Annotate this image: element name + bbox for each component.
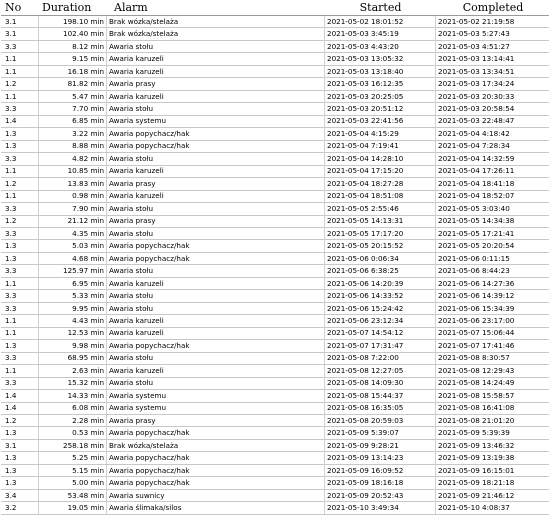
cell-alarm: Awaria prasy	[106, 78, 324, 90]
cell-completed: 2021-05-03 5:27:43	[435, 28, 549, 40]
cell-completed: 2021-05-03 20:30:33	[435, 91, 549, 103]
cell-alarm: Awaria popychacz/hak	[106, 128, 324, 140]
cell-completed: 2021-05-04 18:41:18	[435, 178, 549, 190]
cell-no: 3.1	[5, 29, 17, 39]
cell-duration: 4.43 min	[38, 315, 106, 327]
cell-alarm: Awaria karuzeli	[106, 66, 324, 78]
cell-alarm: Awaria ślimaka/silos	[106, 502, 324, 514]
table-row[interactable]	[1, 378, 549, 390]
cell-no: 3.3	[5, 153, 17, 163]
cell-duration: 125.97 min	[38, 265, 106, 277]
table-row[interactable]	[1, 477, 549, 489]
cell-completed: 2021-05-04 17:26:11	[435, 165, 549, 177]
table-row[interactable]	[1, 303, 549, 315]
cell-no: 3.4	[5, 490, 17, 500]
cell-alarm: Awaria popychacz/hak	[106, 240, 324, 252]
cell-started: 2021-05-09 9:28:21	[324, 440, 435, 452]
cell-alarm: Awaria stołu	[106, 352, 324, 364]
cell-duration: 81.82 min	[38, 78, 106, 90]
cell-started: 2021-05-04 7:19:41	[324, 140, 435, 152]
cell-duration: 2.63 min	[38, 365, 106, 377]
cell-completed: 2021-05-09 18:21:18	[435, 477, 549, 489]
cell-alarm: Awaria stołu	[106, 153, 324, 165]
cell-started: 2021-05-04 18:27:28	[324, 178, 435, 190]
cell-no: 1.3	[5, 128, 17, 138]
cell-no: 1.2	[5, 178, 17, 188]
cell-alarm: Awaria systemu	[106, 390, 324, 402]
cell-completed: 2021-05-03 22:48:47	[435, 115, 549, 127]
cell-completed: 2021-05-02 21:19:58	[435, 16, 549, 28]
cell-alarm: Awaria karuzeli	[106, 190, 324, 202]
cell-alarm: Brak wózka/stelaża	[106, 440, 324, 452]
cell-started: 2021-05-03 13:05:32	[324, 53, 435, 65]
table-row[interactable]	[1, 240, 549, 252]
cell-alarm: Awaria popychacz/hak	[106, 477, 324, 489]
table-row[interactable]	[1, 340, 549, 352]
table-row[interactable]	[1, 116, 549, 128]
cell-no: 1.1	[5, 66, 17, 76]
cell-started: 2021-05-03 3:45:19	[324, 28, 435, 40]
cell-alarm: Awaria stołu	[106, 303, 324, 315]
cell-no: 1.1	[5, 315, 17, 325]
table-row[interactable]	[1, 16, 549, 28]
cell-no: 1.1	[5, 328, 17, 338]
cell-started: 2021-05-08 12:27:05	[324, 365, 435, 377]
cell-alarm: Awaria systemu	[106, 115, 324, 127]
table-row[interactable]	[1, 228, 549, 240]
table-row[interactable]	[1, 141, 549, 153]
cell-no: 1.3	[5, 241, 17, 251]
cell-completed: 2021-05-03 13:14:41	[435, 53, 549, 65]
cell-duration: 9.98 min	[38, 340, 106, 352]
cell-started: 2021-05-09 20:52:43	[324, 490, 435, 502]
cell-started: 2021-05-04 4:15:29	[324, 128, 435, 140]
table-header	[1, 0, 549, 16]
cell-no: 1.1	[5, 166, 17, 176]
cell-duration: 2.28 min	[38, 415, 106, 427]
cell-no: 3.3	[5, 203, 17, 213]
cell-completed: 2021-05-06 14:27:36	[435, 278, 549, 290]
table-row[interactable]	[1, 328, 549, 340]
cell-alarm: Awaria popychacz/hak	[106, 253, 324, 265]
cell-started: 2021-05-07 14:54:12	[324, 327, 435, 339]
cell-started: 2021-05-08 14:09:30	[324, 377, 435, 389]
cell-duration: 8.88 min	[38, 140, 106, 152]
cell-started: 2021-05-03 22:41:56	[324, 115, 435, 127]
cell-duration: 6.85 min	[38, 115, 106, 127]
cell-no: 1.3	[5, 428, 17, 438]
cell-completed: 2021-05-08 21:01:20	[435, 415, 549, 427]
cell-duration: 6.95 min	[38, 278, 106, 290]
cell-completed: 2021-05-08 12:29:43	[435, 365, 549, 377]
cell-no: 3.3	[5, 228, 17, 238]
cell-duration: 0.98 min	[38, 190, 106, 202]
cell-alarm: Awaria popychacz/hak	[106, 427, 324, 439]
table-row[interactable]	[1, 153, 549, 165]
cell-completed: 2021-05-06 15:34:39	[435, 303, 549, 315]
column-header-started[interactable]: Started	[359, 1, 402, 14]
table-row[interactable]	[1, 403, 549, 415]
cell-duration: 6.08 min	[38, 402, 106, 414]
column-header-completed[interactable]: Completed	[462, 1, 524, 14]
cell-started: 2021-05-04 14:28:10	[324, 153, 435, 165]
cell-alarm: Awaria popychacz/hak	[106, 452, 324, 464]
cell-started: 2021-05-05 17:17:20	[324, 228, 435, 240]
cell-started: 2021-05-09 13:14:23	[324, 452, 435, 464]
cell-alarm: Awaria stołu	[106, 377, 324, 389]
cell-alarm: Awaria suwnicy	[106, 490, 324, 502]
cell-started: 2021-05-08 15:44:37	[324, 390, 435, 402]
cell-no: 3.3	[5, 266, 17, 276]
table-row[interactable]	[1, 427, 549, 439]
cell-alarm: Awaria stołu	[106, 203, 324, 215]
cell-duration: 7.70 min	[38, 103, 106, 115]
table-row[interactable]	[1, 253, 549, 265]
cell-duration: 4.35 min	[38, 228, 106, 240]
cell-no: 3.1	[5, 440, 17, 450]
cell-no: 1.2	[5, 415, 17, 425]
cell-duration: 5.25 min	[38, 452, 106, 464]
cell-completed: 2021-05-07 15:06:44	[435, 327, 549, 339]
cell-started: 2021-05-04 17:15:20	[324, 165, 435, 177]
alarm-log-table	[1, 0, 549, 515]
cell-started: 2021-05-03 13:18:40	[324, 66, 435, 78]
cell-no: 1.3	[5, 141, 17, 151]
cell-no: 1.1	[5, 278, 17, 288]
table-row[interactable]	[1, 290, 549, 302]
cell-no: 1.1	[5, 54, 17, 64]
cell-duration: 5.15 min	[38, 465, 106, 477]
cell-no: 3.3	[5, 303, 17, 313]
cell-no: 1.4	[5, 403, 17, 413]
table-row[interactable]	[1, 78, 549, 90]
cell-duration: 13.83 min	[38, 178, 106, 190]
cell-completed: 2021-05-04 7:28:34	[435, 140, 549, 152]
cell-duration: 5.00 min	[38, 477, 106, 489]
cell-started: 2021-05-06 0:06:34	[324, 253, 435, 265]
table-body	[1, 16, 549, 515]
table-row[interactable]	[1, 440, 549, 452]
cell-duration: 5.47 min	[38, 91, 106, 103]
column-header-alarm[interactable]: Alarm	[114, 1, 148, 14]
cell-completed: 2021-05-03 17:34:24	[435, 78, 549, 90]
cell-duration: 9.95 min	[38, 303, 106, 315]
cell-completed: 2021-05-03 4:51:27	[435, 41, 549, 53]
cell-duration: 21.12 min	[38, 215, 106, 227]
cell-completed: 2021-05-05 3:03:40	[435, 203, 549, 215]
cell-no: 3.3	[5, 41, 17, 51]
cell-no: 1.3	[5, 478, 17, 488]
cell-started: 2021-05-06 23:12:34	[324, 315, 435, 327]
table-row[interactable]	[1, 191, 549, 203]
cell-duration: 258.18 min	[38, 440, 106, 452]
cell-started: 2021-05-08 20:59:03	[324, 415, 435, 427]
cell-duration: 19.05 min	[38, 502, 106, 514]
cell-started: 2021-05-06 15:24:42	[324, 303, 435, 315]
cell-no: 3.2	[5, 503, 17, 513]
cell-started: 2021-05-06 14:33:52	[324, 290, 435, 302]
cell-no: 3.3	[5, 104, 17, 114]
cell-alarm: Awaria stołu	[106, 103, 324, 115]
table-row[interactable]	[1, 415, 549, 427]
table-row[interactable]	[1, 53, 549, 65]
cell-started: 2021-05-06 6:38:25	[324, 265, 435, 277]
cell-completed: 2021-05-09 16:15:01	[435, 465, 549, 477]
table-row[interactable]	[1, 278, 549, 290]
cell-alarm: Brak wózka/stelaża	[106, 28, 324, 40]
cell-alarm: Awaria systemu	[106, 402, 324, 414]
cell-completed: 2021-05-09 5:39:39	[435, 427, 549, 439]
cell-completed: 2021-05-10 4:08:37	[435, 502, 549, 514]
cell-completed: 2021-05-03 13:34:51	[435, 66, 549, 78]
cell-completed: 2021-05-08 16:41:08	[435, 402, 549, 414]
cell-alarm: Awaria karuzeli	[106, 365, 324, 377]
cell-started: 2021-05-03 20:51:12	[324, 103, 435, 115]
table-row[interactable]	[1, 128, 549, 140]
cell-alarm: Awaria karuzeli	[106, 165, 324, 177]
cell-completed: 2021-05-09 13:46:32	[435, 440, 549, 452]
cell-started: 2021-05-03 20:25:05	[324, 91, 435, 103]
cell-alarm: Awaria karuzeli	[106, 53, 324, 65]
cell-completed: 2021-05-06 14:39:12	[435, 290, 549, 302]
cell-duration: 9.15 min	[38, 53, 106, 65]
cell-duration: 7.90 min	[38, 203, 106, 215]
cell-completed: 2021-05-05 14:34:38	[435, 215, 549, 227]
cell-started: 2021-05-09 16:09:52	[324, 465, 435, 477]
table-row[interactable]	[1, 365, 549, 377]
cell-no: 1.4	[5, 390, 17, 400]
cell-alarm: Awaria karuzeli	[106, 91, 324, 103]
cell-alarm: Awaria prasy	[106, 415, 324, 427]
cell-completed: 2021-05-08 14:24:49	[435, 377, 549, 389]
cell-no: 3.3	[5, 291, 17, 301]
table-row[interactable]	[1, 265, 549, 277]
cell-started: 2021-05-05 20:15:52	[324, 240, 435, 252]
cell-duration: 14.33 min	[38, 390, 106, 402]
cell-no: 1.1	[5, 191, 17, 201]
cell-completed: 2021-05-06 0:11:15	[435, 253, 549, 265]
table-row[interactable]	[1, 28, 549, 40]
cell-duration: 15.32 min	[38, 377, 106, 389]
cell-alarm: Awaria prasy	[106, 215, 324, 227]
cell-started: 2021-05-03 16:12:35	[324, 78, 435, 90]
cell-duration: 3.22 min	[38, 128, 106, 140]
cell-duration: 53.48 min	[38, 490, 106, 502]
cell-completed: 2021-05-08 8:30:57	[435, 352, 549, 364]
table-row[interactable]	[1, 490, 549, 502]
table-row[interactable]	[1, 353, 549, 365]
cell-duration: 68.95 min	[38, 352, 106, 364]
table-row[interactable]	[1, 66, 549, 78]
cell-completed: 2021-05-05 17:21:41	[435, 228, 549, 240]
table-row[interactable]	[1, 41, 549, 53]
column-header-duration[interactable]: Duration	[42, 1, 92, 14]
cell-started: 2021-05-09 18:16:18	[324, 477, 435, 489]
cell-started: 2021-05-07 17:31:47	[324, 340, 435, 352]
cell-alarm: Awaria stołu	[106, 41, 324, 53]
cell-no: 1.1	[5, 365, 17, 375]
cell-alarm: Awaria stołu	[106, 228, 324, 240]
table-row[interactable]	[1, 203, 549, 215]
cell-completed: 2021-05-04 4:18:42	[435, 128, 549, 140]
cell-completed: 2021-05-08 15:58:57	[435, 390, 549, 402]
cell-alarm: Awaria karuzeli	[106, 278, 324, 290]
cell-started: 2021-05-09 5:39:07	[324, 427, 435, 439]
cell-started: 2021-05-04 18:51:08	[324, 190, 435, 202]
cell-no: 1.1	[5, 91, 17, 101]
cell-completed: 2021-05-09 21:46:12	[435, 490, 549, 502]
cell-duration: 12.53 min	[38, 327, 106, 339]
cell-completed: 2021-05-09 13:19:38	[435, 452, 549, 464]
cell-duration: 16.18 min	[38, 66, 106, 78]
cell-no: 1.4	[5, 116, 17, 126]
cell-started: 2021-05-10 3:49:34	[324, 502, 435, 514]
cell-started: 2021-05-03 4:43:20	[324, 41, 435, 53]
column-header-no[interactable]: No	[5, 1, 22, 14]
cell-duration: 102.40 min	[38, 28, 106, 40]
table-row[interactable]	[1, 178, 549, 190]
cell-started: 2021-05-05 2:55:46	[324, 203, 435, 215]
cell-no: 1.3	[5, 340, 17, 350]
cell-no: 3.1	[5, 16, 17, 26]
cell-alarm: Brak wózka/stelaża	[106, 16, 324, 28]
cell-duration: 4.82 min	[38, 153, 106, 165]
table-row[interactable]	[1, 315, 549, 327]
cell-completed: 2021-05-04 14:32:59	[435, 153, 549, 165]
cell-duration: 0.53 min	[38, 427, 106, 439]
cell-completed: 2021-05-06 8:44:23	[435, 265, 549, 277]
cell-duration: 4.68 min	[38, 253, 106, 265]
cell-alarm: Awaria stołu	[106, 265, 324, 277]
cell-no: 1.2	[5, 216, 17, 226]
cell-completed: 2021-05-07 17:41:46	[435, 340, 549, 352]
cell-completed: 2021-05-03 20:58:54	[435, 103, 549, 115]
table-row[interactable]	[1, 216, 549, 228]
cell-no: 1.2	[5, 79, 17, 89]
cell-alarm: Awaria stołu	[106, 290, 324, 302]
cell-started: 2021-05-08 7:22:00	[324, 352, 435, 364]
cell-no: 1.3	[5, 465, 17, 475]
cell-no: 1.3	[5, 453, 17, 463]
table-row[interactable]	[1, 91, 549, 103]
table-row[interactable]	[1, 390, 549, 402]
cell-alarm: Awaria popychacz/hak	[106, 140, 324, 152]
cell-started: 2021-05-05 14:13:31	[324, 215, 435, 227]
table-row[interactable]	[1, 452, 549, 464]
cell-duration: 5.03 min	[38, 240, 106, 252]
cell-completed: 2021-05-06 23:17:00	[435, 315, 549, 327]
cell-completed: 2021-05-05 20:20:54	[435, 240, 549, 252]
table-row[interactable]	[1, 465, 549, 477]
cell-no: 3.3	[5, 378, 17, 388]
cell-duration: 5.33 min	[38, 290, 106, 302]
table-row[interactable]	[1, 103, 549, 115]
cell-duration: 198.10 min	[38, 16, 106, 28]
cell-alarm: Awaria popychacz/hak	[106, 465, 324, 477]
cell-alarm: Awaria karuzeli	[106, 315, 324, 327]
cell-started: 2021-05-08 16:35:05	[324, 402, 435, 414]
table-row[interactable]	[1, 166, 549, 178]
cell-alarm: Awaria karuzeli	[106, 327, 324, 339]
cell-duration: 10.85 min	[38, 165, 106, 177]
cell-no: 1.3	[5, 253, 17, 263]
cell-no: 3.3	[5, 353, 17, 363]
cell-alarm: Awaria popychacz/hak	[106, 340, 324, 352]
cell-completed: 2021-05-04 18:52:07	[435, 190, 549, 202]
table-row[interactable]	[1, 502, 549, 514]
cell-started: 2021-05-06 14:20:39	[324, 278, 435, 290]
cell-alarm: Awaria prasy	[106, 178, 324, 190]
cell-duration: 8.12 min	[38, 41, 106, 53]
cell-started: 2021-05-02 18:01:52	[324, 16, 435, 28]
